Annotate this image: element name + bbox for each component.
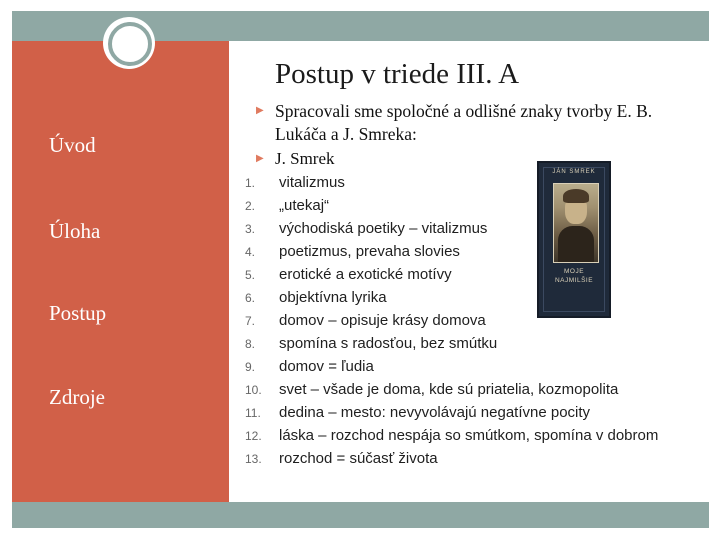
list-text: východiská poetiky – vitalizmus	[279, 220, 488, 237]
book-cover-image	[537, 161, 611, 318]
sidebar-item-uloha[interactable]: Úloha	[49, 219, 101, 243]
list-number: 8.	[245, 337, 256, 351]
list-text: objektívna lyrika	[279, 289, 387, 306]
list-text: poetizmus, prevaha slovies	[279, 243, 460, 260]
triangle-bullet-icon: ▶	[256, 105, 264, 116]
list-number: 11.	[245, 406, 261, 420]
list-number: 5.	[245, 268, 256, 282]
list-number: 7.	[245, 314, 256, 328]
book-title	[539, 267, 609, 285]
list-number: 10.	[245, 383, 262, 397]
triangle-bullet-icon: ▶	[256, 153, 264, 164]
list-number: 2.	[245, 199, 256, 213]
list-item	[245, 332, 658, 355]
book-author: JÁN SMREK	[552, 169, 596, 175]
list-number: 13.	[245, 452, 262, 466]
list-text: rozchod = súčasť života	[279, 450, 438, 467]
subheading: J. Smrek	[275, 149, 335, 168]
list-number: 4.	[245, 245, 256, 259]
page-title: Postup v triede III. A	[275, 58, 520, 90]
list-item	[245, 378, 658, 401]
list-text: dedina – mesto: nevyvolávajú negatívne pocity	[279, 404, 591, 421]
sidebar-item-uvod[interactable]: Úvod	[49, 133, 96, 157]
list-item	[245, 447, 658, 470]
bottom-bar	[12, 502, 709, 528]
list-number: 9.	[245, 360, 256, 374]
sidebar-item-postup[interactable]: Postup	[49, 301, 107, 325]
list-number: 3.	[245, 222, 256, 236]
book-title-line1: MOJE	[563, 268, 585, 275]
portrait-hair	[563, 189, 589, 203]
intro-text: Spracovali sme spoločné a odlišné znaky tvorby E. B. Lukáča a J. Smreka:	[275, 101, 653, 144]
list-text: svet – všade je doma, kde sú priatelia, kozmopolita	[279, 381, 619, 398]
portrait-body	[558, 226, 594, 262]
portrait-photo	[553, 183, 599, 263]
list-text: domov – opisuje krásy domova	[279, 312, 486, 329]
sidebar	[12, 41, 229, 502]
list-text: spomína s radosťou, bez smútku	[279, 335, 498, 352]
list-text: „utekaj“	[279, 197, 330, 214]
list-item	[245, 355, 658, 378]
list-number: 12.	[245, 429, 262, 443]
book-title-line2: NAJMILŠIE	[554, 277, 594, 284]
list-text: domov = ľudia	[279, 358, 374, 375]
list-item	[245, 401, 658, 424]
list-text: erotické a exotické motívy	[279, 266, 452, 283]
list-text: vitalizmus	[279, 174, 345, 191]
list-number: 6.	[245, 291, 256, 305]
sidebar-item-zdroje[interactable]: Zdroje	[49, 385, 105, 409]
list-item	[245, 424, 658, 447]
list-number: 1.	[245, 176, 256, 190]
circle-ring-icon	[108, 22, 152, 66]
list-text: láska – rozchod nespája so smútkom, spomína v dobrom	[279, 427, 659, 444]
